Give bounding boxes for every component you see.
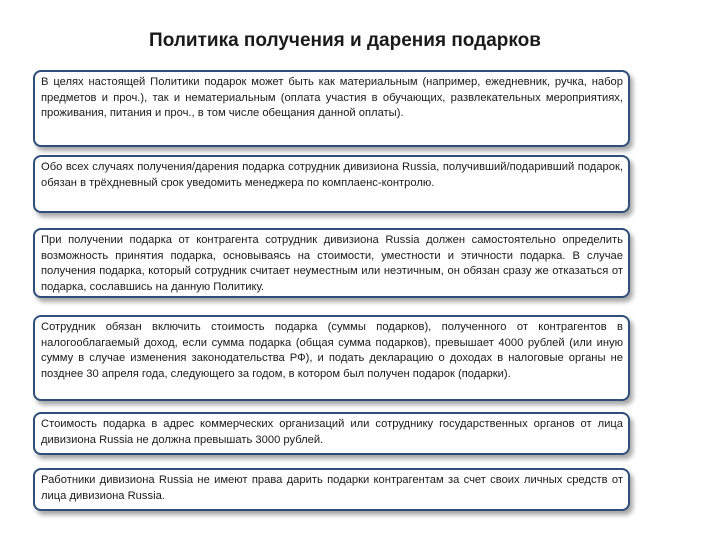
policy-text: Работники дивизиона Russia не имеют права дарить подарки контрагентам за счет своих личных средств от лица дивизиона Russia. bbox=[41, 474, 623, 502]
policy-box-acceptance bbox=[33, 228, 630, 298]
policy-box-personal-gifts bbox=[33, 468, 630, 511]
policy-text: Обо всех случаях получения/дарения подарка сотрудник дивизиона Russia, получивший/подаривший подарок, обязан в трёхдневный срок уведомить менеджера по комплаенс-контролю. bbox=[41, 161, 623, 189]
policy-text: При получении подарка от контрагента сотрудник дивизиона Russia должен самостоятельно определить возможность принятия подарка, основываясь на стоимости, уместности и этичности подарка. В случае получения подарка, который сотрудник считает неуместным или неэтичным, он обязан сразу же отказаться от подарка, сославшись на данную Политику. bbox=[41, 234, 623, 293]
policy-box-taxation bbox=[33, 315, 630, 401]
page-title: Политика получения и дарения подарков bbox=[149, 30, 541, 51]
policy-text: В целях настоящей Политики подарок может быть как материальным (например, ежедневник, ручка, набор предметов и проч.), так и нематериальным (оплата участия в обучающих, развлекательных мероприятиях, проживания, питания и проч., в том числе обещания данной оплаты). bbox=[41, 76, 623, 119]
policy-box-notification bbox=[33, 155, 630, 213]
policy-text: Сотрудник обязан включить стоимость подарка (суммы подарков), полученного от контрагентов в налогооблагаемый доход, если сумма подарка (общая сумма подарков), превышает 4000 рублей (или иную сумму в случае изменения законодательства РФ), и подать декларацию о доходах в налоговые органы не позднее 30 апреля года, следующего за годом, в котором был получен подарок (подарки). bbox=[41, 321, 623, 380]
policy-box-gift-limit bbox=[33, 412, 630, 455]
policy-box-gift-definition bbox=[33, 70, 630, 147]
policy-text: Стоимость подарка в адрес коммерческих организаций или сотруднику государственных органов от лица дивизиона Russia не должна превышать 3000 рублей. bbox=[41, 418, 623, 446]
